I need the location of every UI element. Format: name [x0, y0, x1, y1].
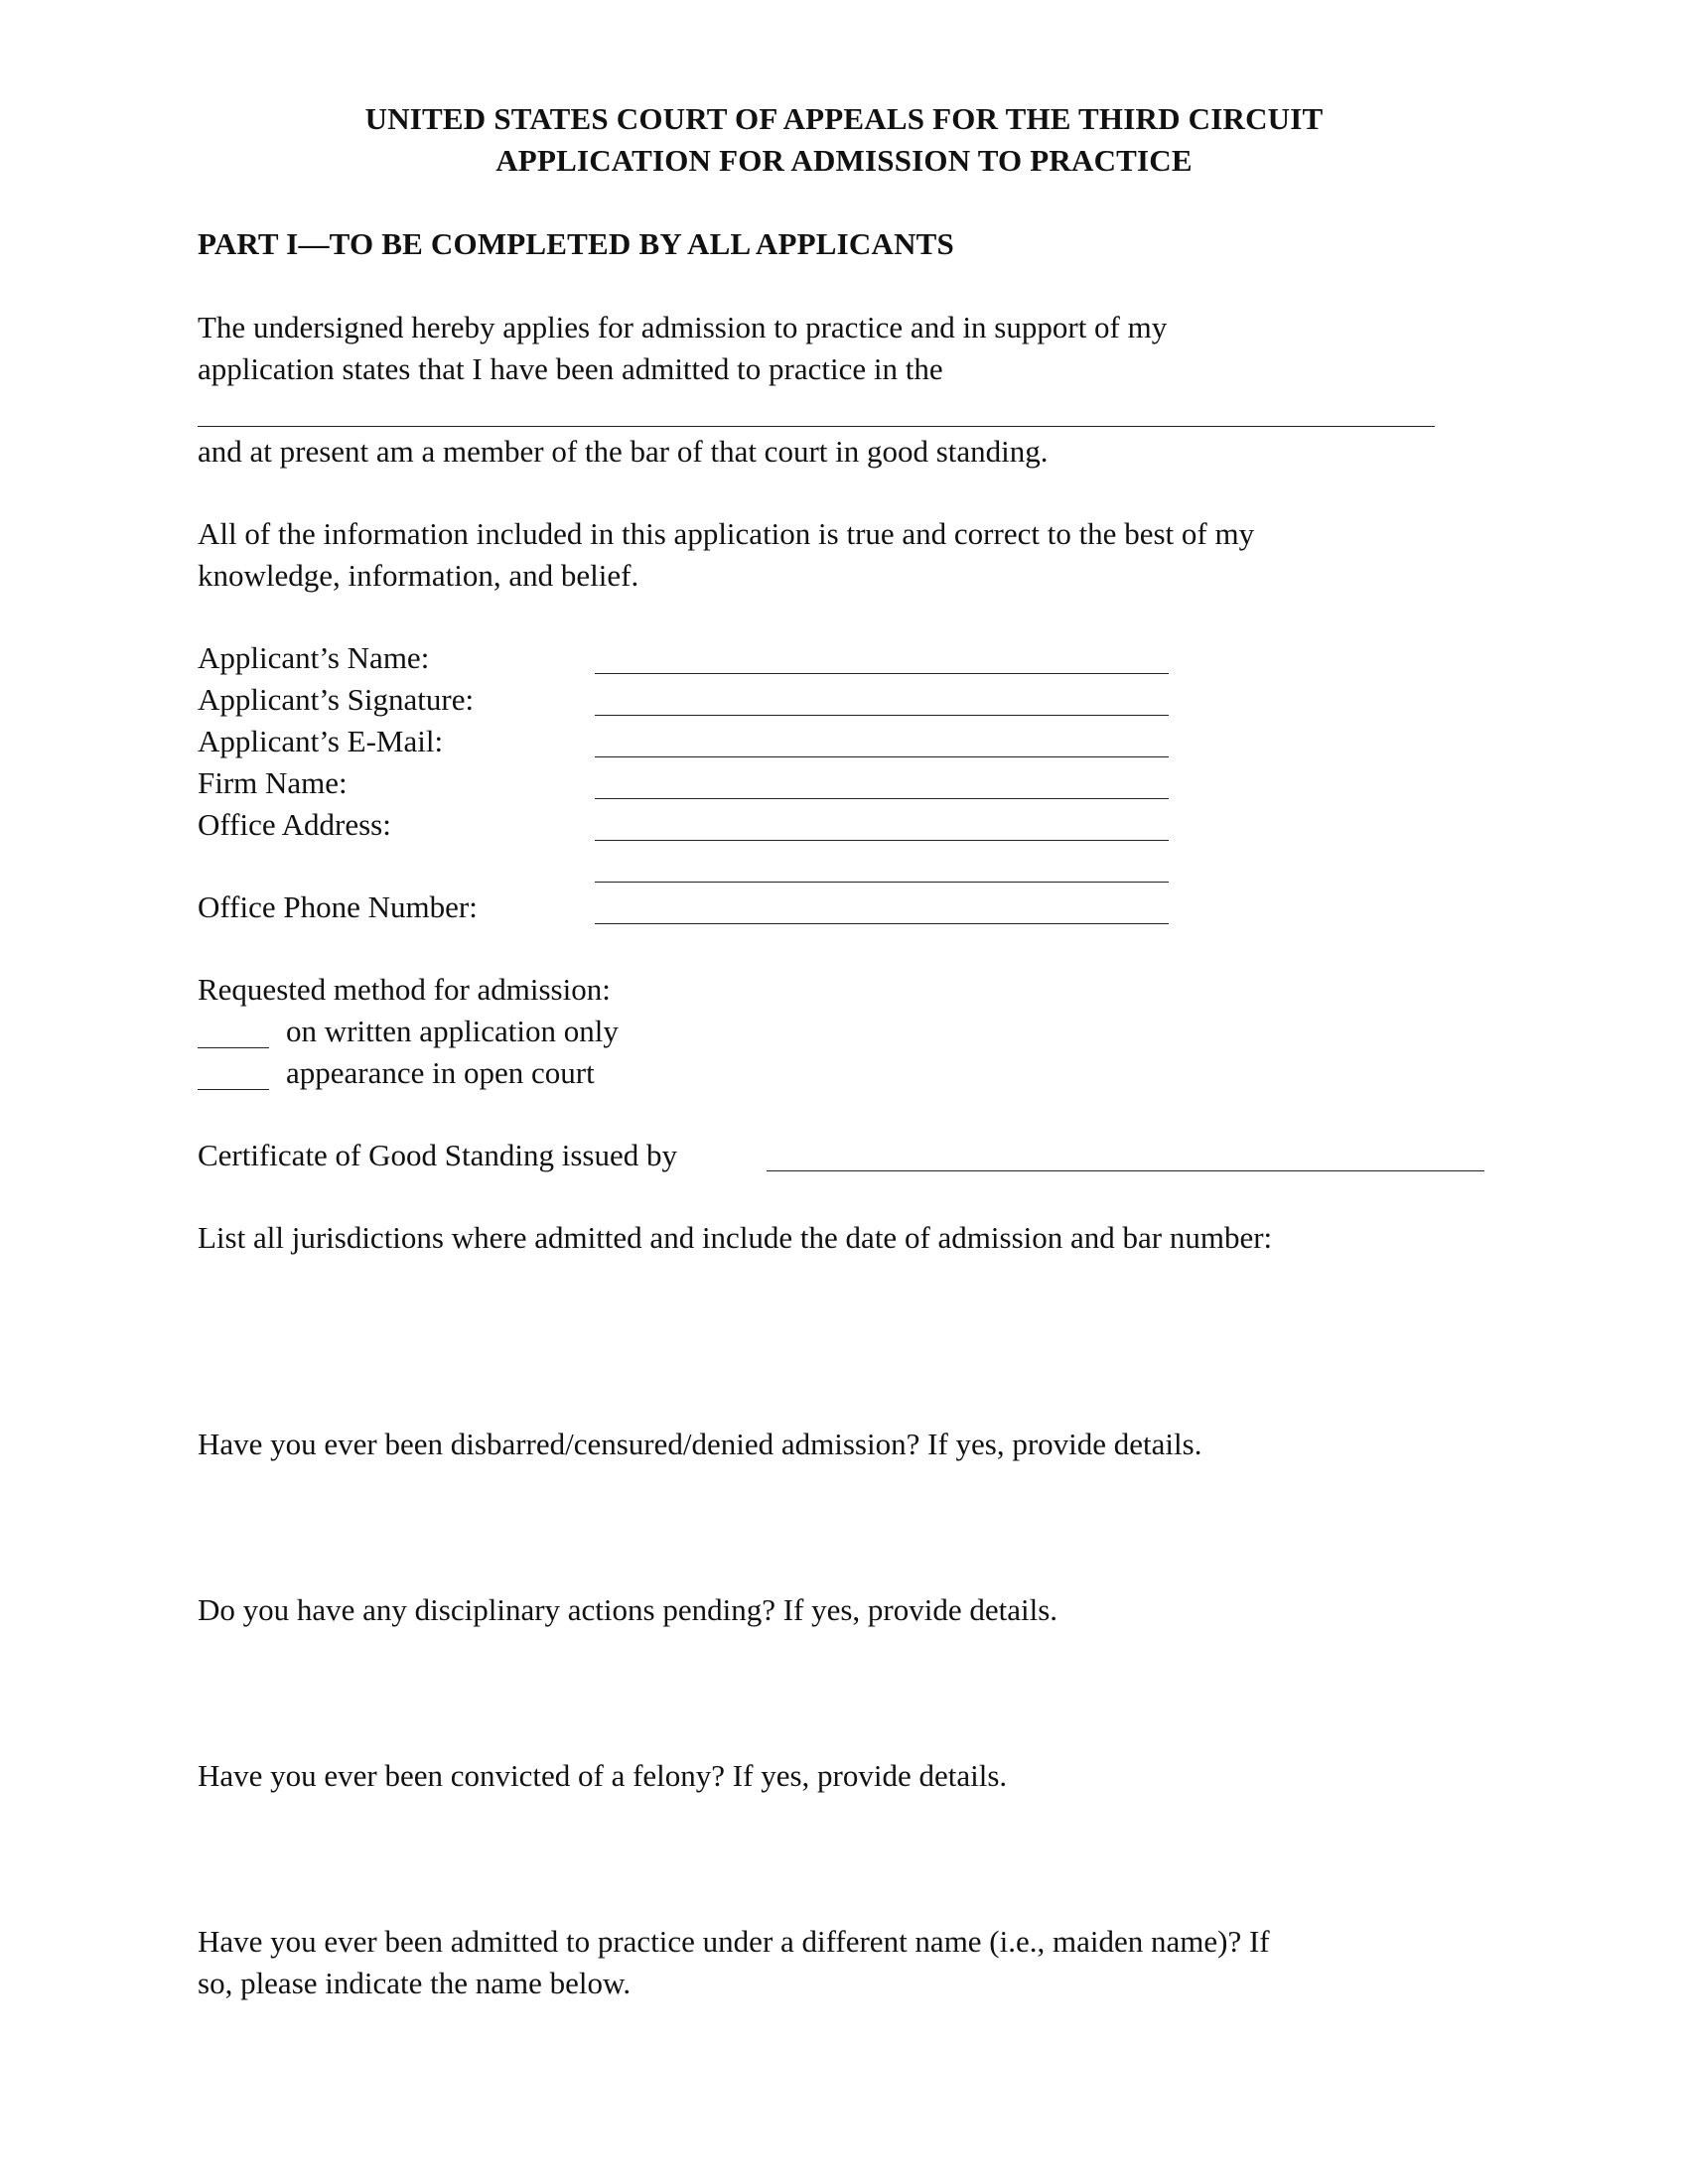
intro-text-line2: application states that I have been admitted to practice in the	[198, 351, 943, 386]
court-title: UNITED STATES COURT OF APPEALS FOR THE THIRD CIRCUIT	[364, 101, 1324, 136]
applicant-email-field[interactable]	[595, 756, 1169, 757]
felony-question: Have you ever been convicted of a felony? If yes, provide details.	[198, 1758, 1008, 1793]
office-address-field-line1[interactable]	[595, 840, 1169, 841]
admission-method-label: Requested method for admission:	[198, 972, 611, 1007]
written-application-option: on written application only	[286, 1014, 619, 1048]
firm-name-field[interactable]	[595, 798, 1169, 799]
certification-line1: All of the information included in this application is true and correct to the best of my	[198, 516, 1255, 551]
intro-text-line1: The undersigned hereby applies for admission to practice and in support of my	[198, 310, 1168, 344]
form-title: APPLICATION FOR ADMISSION TO PRACTICE	[495, 143, 1193, 178]
applicant-signature-field[interactable]	[595, 715, 1169, 716]
certification-line2: knowledge, information, and belief.	[198, 558, 639, 593]
certificate-issuer-field[interactable]	[767, 1170, 1484, 1171]
disciplinary-question: Do you have any disciplinary actions pending? If yes, provide details.	[198, 1592, 1058, 1627]
part-heading: PART I—TO BE COMPLETED BY ALL APPLICANTS	[198, 226, 954, 261]
different-name-question-line1: Have you ever been admitted to practice under a different name (i.e., maiden name)? If	[198, 1924, 1270, 1959]
open-court-checkbox[interactable]	[198, 1089, 269, 1090]
applicant-email-label: Applicant’s E-Mail:	[198, 724, 444, 758]
office-address-label: Office Address:	[198, 807, 391, 842]
applicant-name-field[interactable]	[595, 673, 1169, 674]
jurisdictions-question: List all jurisdictions where admitted and include the date of admission and bar number:	[198, 1220, 1273, 1255]
admitted-court-field[interactable]	[198, 426, 1435, 427]
open-court-option: appearance in open court	[286, 1055, 595, 1090]
firm-name-label: Firm Name:	[198, 765, 348, 800]
applicant-name-label: Applicant’s Name:	[198, 640, 430, 675]
office-phone-field[interactable]	[595, 923, 1169, 924]
certificate-label: Certificate of Good Standing issued by	[198, 1138, 677, 1172]
office-address-field-line2[interactable]	[595, 882, 1169, 883]
applicant-signature-label: Applicant’s Signature:	[198, 682, 475, 717]
disbarred-question: Have you ever been disbarred/censured/denied admission? If yes, provide details.	[198, 1427, 1202, 1461]
written-application-checkbox[interactable]	[198, 1047, 269, 1048]
member-statement: and at present am a member of the bar of that court in good standing.	[198, 434, 1049, 469]
different-name-question-line2: so, please indicate the name below.	[198, 1966, 632, 2000]
office-phone-label: Office Phone Number:	[198, 889, 478, 924]
